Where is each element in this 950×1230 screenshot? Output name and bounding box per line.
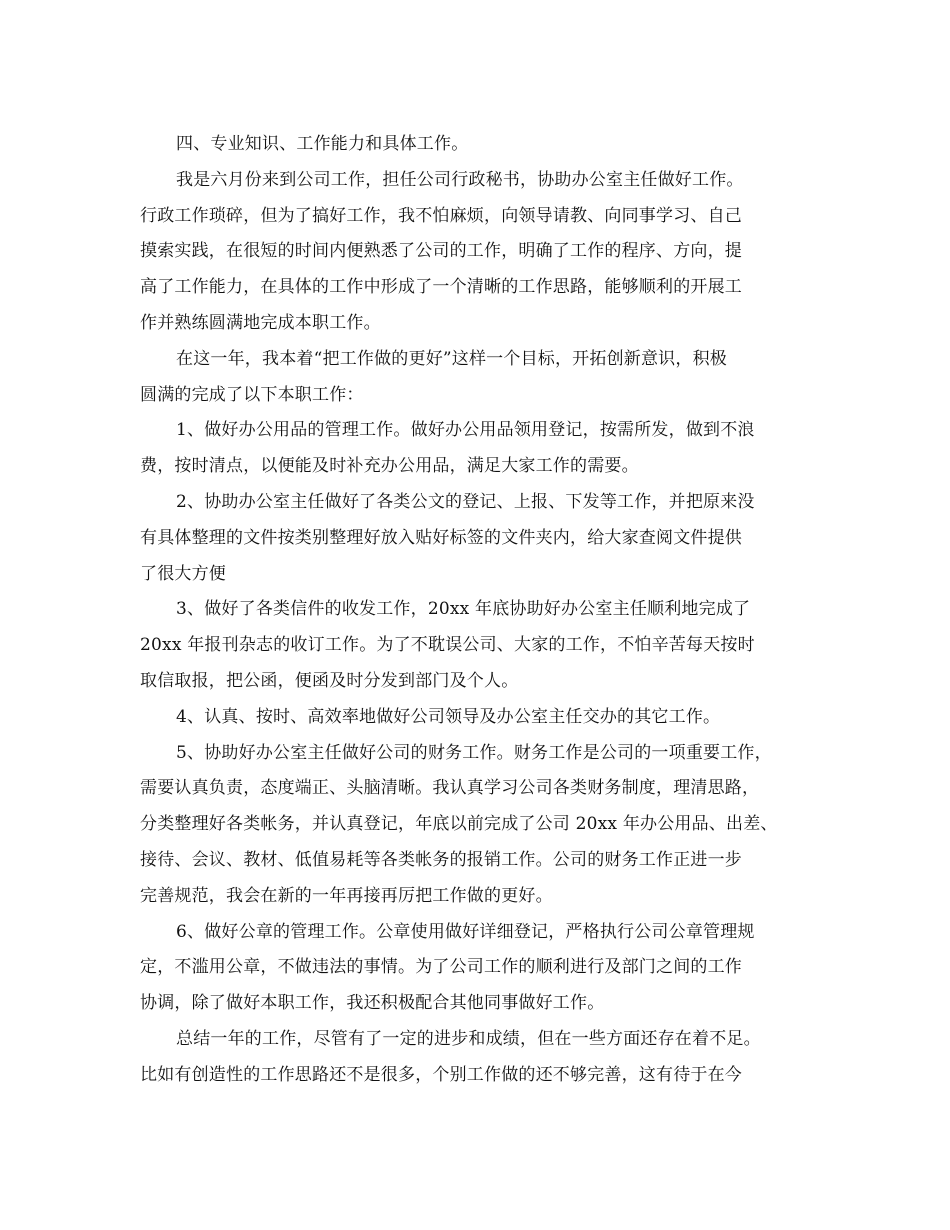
text-line: 协调，除了做好本职工作，我还积极配合其他同事做好工作。 <box>140 993 605 1014</box>
text-line: 定，不滥用公章，不做违法的事情。为了公司工作的顺利进行及部门之间的工作 <box>140 957 742 978</box>
text-line: 1、做好办公用品的管理工作。做好办公用品领用登记，按需所发，做到不浪 <box>176 420 755 441</box>
text-line: 接待、会议、教材、低值易耗等各类帐务的报销工作。公司的财务工作正进一步 <box>140 849 742 870</box>
text-line: 完善规范，我会在新的一年再接再厉把工作做的更好。 <box>140 885 553 906</box>
text-line: 5、协助好办公室主任做好公司的财务工作。财务工作是公司的一项重要工作， <box>176 742 772 763</box>
text-line: 3、做好了各类信件的收发工作，20xx 年底协助好办公室主任顺利地完成了 <box>176 599 751 620</box>
text-line: 20xx 年报刊杂志的收订工作。为了不耽误公司、大家的工作，不怕辛苦每天按时 <box>140 635 755 656</box>
document-body <box>140 127 815 1094</box>
text-line: 2、协助办公室主任做好了各类公文的登记、上报、下发等工作，并把原来没 <box>176 491 755 512</box>
text-line: 比如有创造性的工作思路还不是很多，个别工作做的还不够完善，这有待于在今 <box>140 1064 742 1085</box>
text-line: 需要认真负责，态度端正、头脑清晰。我认真学习公司各类财务制度，理清思路， <box>140 778 760 799</box>
text-line: 分类整理好各类帐务，并认真登记，年底以前完成了公司 20xx 年办公用品、出差、 <box>140 814 778 835</box>
text-line: 6、做好公章的管理工作。公章使用做好详细登记，严格执行公司公章管理规 <box>176 921 755 942</box>
text-line: 四、专业知识、工作能力和具体工作。 <box>176 134 469 154</box>
text-line: 了很大方便 <box>140 563 226 584</box>
text-line: 取信取报，把公函，便函及时分发到部门及个人。 <box>140 670 519 691</box>
text-line: 费，按时清点，以便能及时补充办公用品，满足大家工作的需要。 <box>140 456 639 477</box>
text-line: 摸索实践，在很短的时间内便熟悉了公司的工作，明确了工作的程序、方向，提 <box>140 241 742 262</box>
text-line: 作并熟练圆满地完成本职工作。 <box>140 312 381 333</box>
text-line: 在这一年，我本着“把工作做的更好”这样一个目标，开拓创新意识，积极 <box>176 348 727 369</box>
text-line: 有具体整理的文件按类别整理好放入贴好标签的文件夹内，给大家查阅文件提供 <box>140 527 742 548</box>
text-line: 4、认真、按时、高效率地做好公司领导及办公室主任交办的其它工作。 <box>176 706 721 727</box>
text-line: 高了工作能力，在具体的工作中形成了一个清晰的工作思路，能够顺利的开展工 <box>140 277 742 298</box>
text-line: 我是六月份来到公司工作，担任公司行政秘书，协助办公室主任做好工作。 <box>176 169 744 190</box>
text-line: 圆满的完成了以下本职工作： <box>140 384 364 405</box>
text-line: 行政工作琐碎，但为了搞好工作，我不怕麻烦，向领导请教、向同事学习、自己 <box>140 205 742 226</box>
text-line: 总结一年的工作，尽管有了一定的进步和成绩，但在一些方面还存在着不足。 <box>176 1028 761 1049</box>
